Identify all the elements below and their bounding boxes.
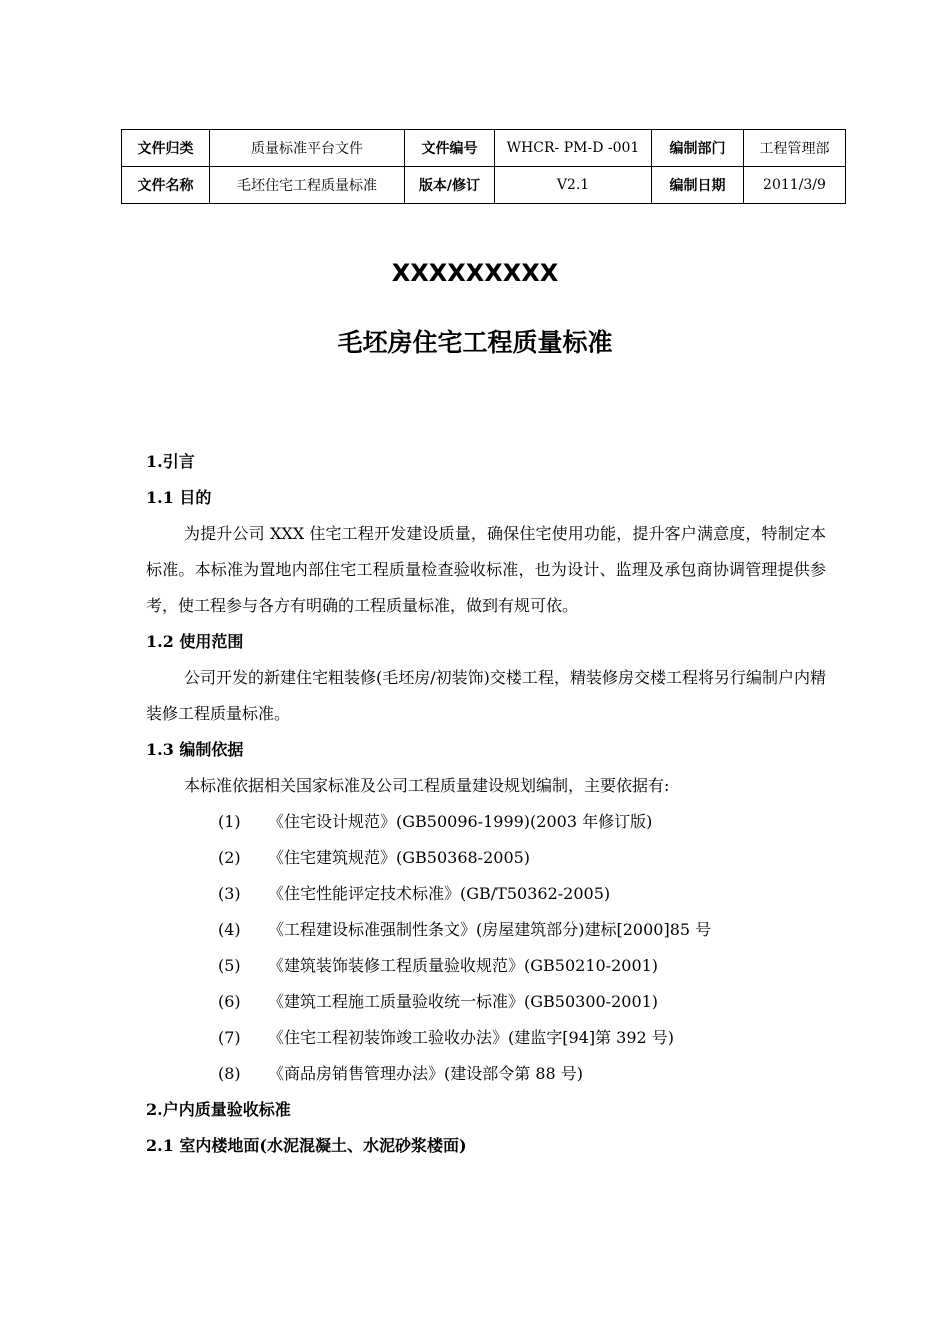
list-item [146,1020,826,1056]
version-value: V2.1 [495,167,652,204]
list-item [146,1056,826,1092]
list-item [146,948,826,984]
table-row [122,167,846,204]
purpose-paragraph: 为提升公司 XXX 住宅工程开发建设质量，确保住宅使用功能，提升客户满意度，特制定本标准。本标准为置地内部住宅工程质量检查验收标准，也为设计、监理及承包商协调管理提供参考，使工程参与各方有明确的工程质量标准，做到有规可依。 [146,524,826,615]
ref-number: (7) [218,1028,241,1047]
ref-text: 《住宅设计规范》(GB50096-1999)(2003 年修订版) [268,812,653,831]
doc-name-label: 文件名称 [122,167,210,204]
section-heading-2: 2.户内质量验收标准 [146,1100,291,1119]
ref-text: 《商品房销售管理办法》(建设部令第 88 号) [268,1064,584,1083]
list-item [146,876,826,912]
list-item [146,840,826,876]
section-heading-2-1: 2.1 室内楼地面(水泥混凝土、水泥砂浆楼面) [146,1136,467,1155]
ref-number: (5) [218,956,241,975]
document-title: 毛坯房住宅工程质量标准 [337,328,613,357]
basis-paragraph: 本标准依据相关国家标准及公司工程质量建设规划编制，主要依据有: [184,776,670,795]
ref-number: (3) [218,884,241,903]
section-heading-1-3: 1.3 编制依据 [146,740,244,759]
ref-number: (2) [218,848,241,867]
ref-text: 《工程建设标准强制性条文》(房屋建筑部分)建标[2000]85 号 [268,920,712,939]
ref-number: (6) [218,992,241,1011]
ref-text: 《住宅建筑规范》(GB50368-2005) [268,848,531,867]
document-info-table [121,129,846,204]
date-label: 编制日期 [652,167,744,204]
date-value: 2011/3/9 [744,167,846,204]
list-item [146,804,826,840]
section-heading-1-2: 1.2 使用范围 [146,632,244,651]
list-item [146,912,826,948]
ref-number: (4) [218,920,241,939]
document-title-code: XXXXXXXXX [391,259,559,287]
doc-number-value: WHCR- PM-D -001 [495,130,652,167]
section-heading-1-1: 1.1 目的 [146,488,212,507]
department-label: 编制部门 [652,130,744,167]
ref-number: (8) [218,1064,241,1083]
ref-number: (1) [218,812,241,831]
table-row [122,130,846,167]
scope-paragraph: 公司开发的新建住宅粗装修(毛坯房/初装饰)交楼工程，精装修房交楼工程将另行编制户内精装修工程质量标准。 [146,668,826,723]
ref-text: 《住宅工程初装饰竣工验收办法》(建监字[94]第 392 号) [268,1028,675,1047]
ref-text: 《住宅性能评定技术标准》(GB/T50362-2005) [268,884,611,903]
document-body [146,444,826,1164]
section-heading-1: 1.引言 [146,452,195,471]
ref-text: 《建筑装饰装修工程质量验收规范》(GB50210-2001) [268,956,659,975]
department-value: 工程管理部 [744,130,846,167]
doc-number-label: 文件编号 [405,130,495,167]
version-label: 版本/修订 [405,167,495,204]
category-value: 质量标准平台文件 [210,130,405,167]
category-label: 文件归类 [122,130,210,167]
doc-name-value: 毛坯住宅工程质量标准 [210,167,405,204]
ref-text: 《建筑工程施工质量验收统一标准》(GB50300-2001) [268,992,659,1011]
list-item [146,984,826,1020]
